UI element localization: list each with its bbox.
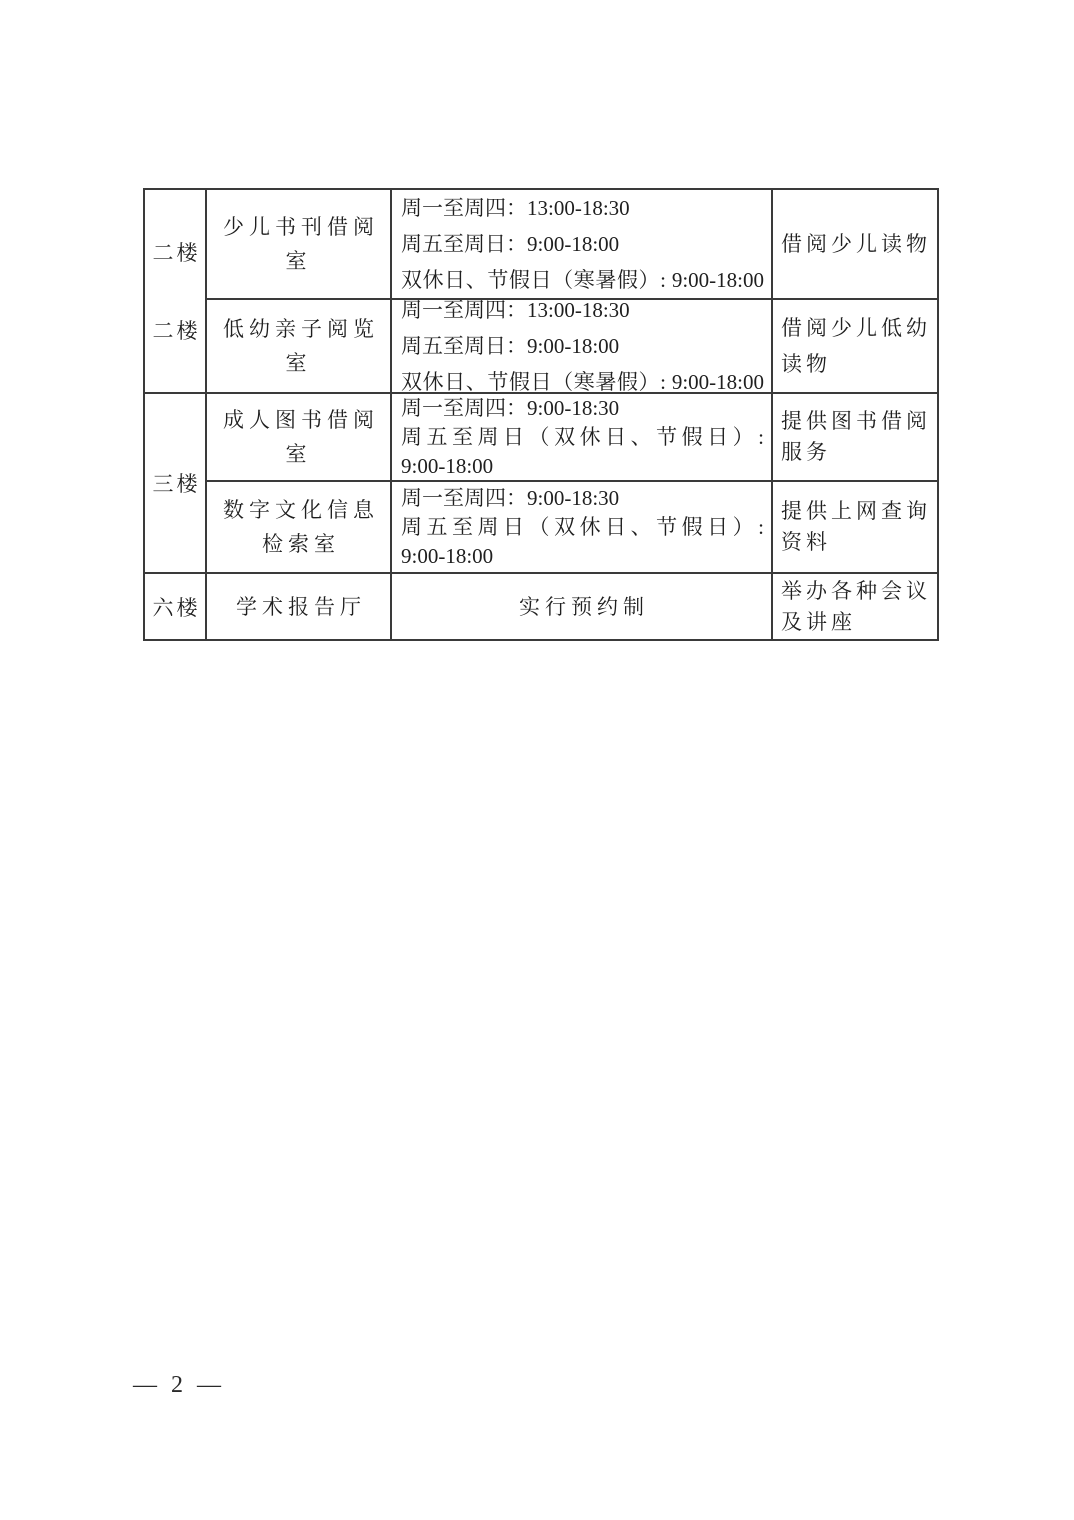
hours-cell bbox=[392, 300, 773, 394]
floor-cell-sixth-floor bbox=[145, 574, 207, 639]
service-cell bbox=[773, 300, 937, 394]
service-cell bbox=[773, 574, 937, 639]
service-line: 借阅少儿读物 bbox=[781, 232, 931, 256]
floor-label: 六楼 bbox=[152, 595, 201, 620]
hours-line: 周五至周日（双休日、节假日）: bbox=[401, 424, 764, 449]
room-name: 成人图书借阅室 bbox=[223, 408, 379, 466]
hours-line: 周一至周四：9:00-18:30 bbox=[401, 485, 620, 510]
service-line: 借阅少儿低幼 bbox=[781, 316, 931, 340]
room-name: 检索室 bbox=[262, 532, 340, 556]
room-name: 低幼亲子阅览室 bbox=[223, 317, 379, 375]
hours-cell bbox=[392, 574, 773, 639]
service-line: 提供上网查询 bbox=[781, 499, 931, 523]
floor-label: 二楼 bbox=[152, 241, 201, 266]
floor-label: 三楼 bbox=[152, 472, 201, 496]
room-name: 数字文化信息 bbox=[223, 498, 379, 522]
hours-line: 9:00-18:00 bbox=[401, 453, 494, 478]
floor-cell-second-floor bbox=[145, 190, 207, 394]
hours-line: 周五至周日：9:00-18:00 bbox=[401, 334, 620, 358]
hours-line: 实行预约制 bbox=[519, 594, 649, 619]
room-name: 少儿书刊借阅室 bbox=[223, 215, 379, 273]
hours-line: 周一至周四：13:00-18:30 bbox=[401, 300, 630, 322]
room-cell bbox=[207, 394, 392, 482]
hours-line: 周一至周四：13:00-18:30 bbox=[401, 196, 630, 220]
hours-line: 双休日、节假日（寒暑假）: 9:00-18:00 bbox=[401, 268, 764, 292]
page-number: — 2 — bbox=[133, 1372, 225, 1398]
hours-line: 9:00-18:00 bbox=[401, 543, 494, 568]
room-cell bbox=[207, 190, 392, 300]
floor-label: 二楼 bbox=[152, 318, 201, 343]
hours-line: 周五至周日（双休日、节假日）: bbox=[401, 514, 764, 539]
service-cell bbox=[773, 482, 937, 574]
library-hours-table bbox=[143, 188, 939, 641]
room-cell bbox=[207, 574, 392, 639]
service-line: 读物 bbox=[781, 352, 831, 376]
hours-cell bbox=[392, 190, 773, 300]
service-line: 服务 bbox=[781, 440, 831, 464]
hours-line: 双休日、节假日（寒暑假）: 9:00-18:00 bbox=[401, 370, 764, 394]
service-line: 提供图书借阅 bbox=[781, 409, 931, 433]
service-line: 资料 bbox=[781, 530, 831, 554]
room-cell bbox=[207, 300, 392, 394]
service-cell bbox=[773, 394, 937, 482]
hours-line: 周一至周四：9:00-18:30 bbox=[401, 395, 620, 420]
hours-line: 周五至周日：9:00-18:00 bbox=[401, 232, 620, 256]
room-cell bbox=[207, 482, 392, 574]
floor-cell-third-floor bbox=[145, 394, 207, 574]
service-cell bbox=[773, 190, 937, 300]
service-line: 及讲座 bbox=[781, 609, 856, 634]
hours-cell bbox=[392, 394, 773, 482]
room-name: 学术报告厅 bbox=[236, 594, 366, 619]
service-line: 举办各种会议 bbox=[781, 578, 931, 603]
hours-cell bbox=[392, 482, 773, 574]
